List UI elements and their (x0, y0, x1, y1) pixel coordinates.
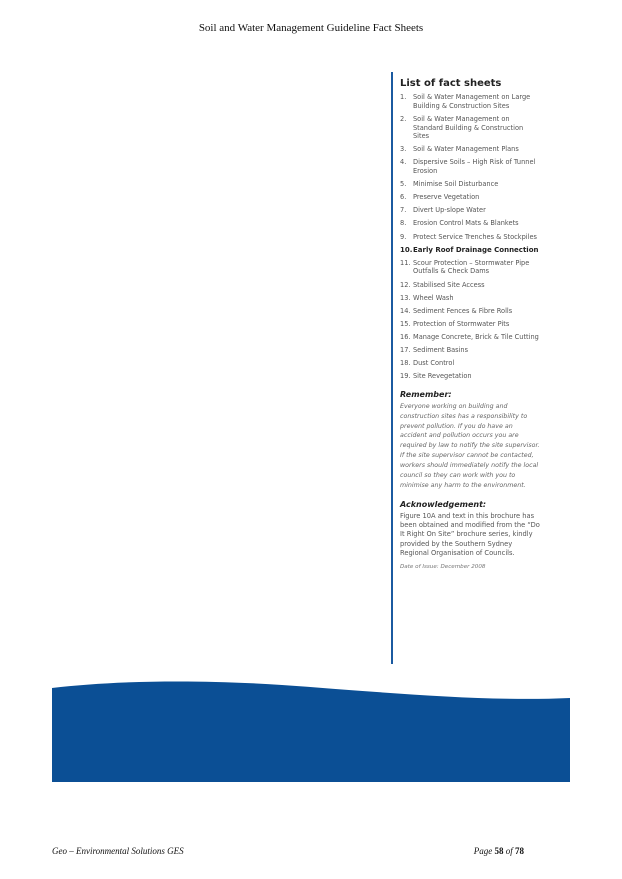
footer-page-number (474, 846, 524, 856)
fact-sheet-item (400, 193, 540, 202)
fact-sheet-title: Stabilised Site Access (413, 280, 485, 289)
fact-sheet-title: Early Roof Drainage Connection (413, 245, 539, 254)
fact-sheet-number: 5. (400, 180, 407, 189)
remember-heading: Remember: (400, 389, 452, 399)
fact-sheet-sidebar (400, 78, 540, 570)
fact-sheet-title: Scour Protection – Stormwater Pipe Outfalls & Check Dams (413, 258, 530, 276)
page-current: 58 (494, 846, 504, 856)
fact-sheet-number: 16. (400, 332, 411, 341)
list-title: List of fact sheets (400, 78, 502, 89)
fact-sheet-item (400, 346, 540, 355)
fact-sheet-number: 7. (400, 206, 407, 215)
fact-sheet-title: Site Revegetation (413, 372, 472, 381)
fact-sheet-item (400, 320, 540, 329)
fact-sheet-number: 13. (400, 293, 411, 302)
fact-sheet-item (400, 233, 540, 242)
fact-sheet-number: 8. (400, 219, 407, 228)
fact-sheet-title: Sediment Basins (413, 346, 469, 355)
fact-sheet-number: 18. (400, 359, 411, 368)
blue-wave-graphic (52, 674, 570, 782)
page-header: Soil and Water Management Guideline Fact Sheets (198, 22, 424, 34)
fact-sheet-number: 3. (400, 145, 407, 154)
fact-sheet-number: 11. (400, 258, 411, 267)
fact-sheet-item (400, 259, 540, 276)
fact-sheet-item (400, 219, 540, 228)
acknowledgement-text: Figure 10A and text in this brochure has been obtained and modified from the “Do It Right On Site” brochure series, kindly provided by the Southern Sydney Regional Organisation of Councils. (400, 511, 540, 558)
fact-sheet-item (400, 294, 540, 303)
remember-text: Everyone working on building and construction sites has a responsibility to prevent pollution. If you do have an accident and pollution occurs you are required by law to notify the site supervisor. If the site supervisor cannot be contacted, workers should immediately notify the local council so they can work with you to minimise any harm to the environment. (400, 402, 540, 489)
fact-sheet-item (400, 372, 540, 381)
fact-sheet-item (400, 93, 540, 110)
page-label: Page (473, 846, 493, 856)
fact-sheet-title: Minimise Soil Disturbance (413, 180, 499, 189)
fact-sheet-title: Divert Up-slope Water (413, 206, 486, 215)
fact-sheet-title: Protection of Stormwater Pits (413, 319, 510, 328)
footer-organisation: Geo – Environmental Solutions GES (52, 846, 184, 856)
acknowledgement-heading: Acknowledgement: (400, 499, 487, 509)
fact-sheet-item (400, 246, 540, 255)
fact-sheet-item (400, 333, 540, 342)
wave-shape (52, 681, 570, 782)
fact-sheet-number: 19. (400, 372, 411, 381)
fact-sheet-item (400, 115, 540, 141)
fact-sheet-item (400, 281, 540, 290)
fact-sheet-title: Soil & Water Management on Large Building & Construction Sites (413, 93, 531, 110)
fact-sheet-item (400, 359, 540, 368)
fact-sheet-list (400, 93, 540, 381)
fact-sheet-item (400, 206, 540, 215)
fact-sheet-number: 2. (400, 114, 407, 123)
fact-sheet-number: 17. (400, 346, 411, 355)
fact-sheet-number: 12. (400, 280, 411, 289)
sidebar-divider (391, 72, 393, 664)
fact-sheet-title: Dispersive Soils – High Risk of Tunnel Erosion (413, 158, 536, 176)
fact-sheet-title: Preserve Vegetation (413, 193, 480, 202)
fact-sheet-number: 14. (400, 306, 411, 315)
fact-sheet-title: Protect Service Trenches & Stockpiles (413, 232, 537, 241)
fact-sheet-title: Sediment Fences & Fibre Rolls (413, 306, 513, 315)
page-of-label: of (505, 846, 513, 856)
fact-sheet-number: 10. (400, 245, 413, 254)
fact-sheet-title: Manage Concrete, Brick & Tile Cutting (413, 332, 539, 341)
fact-sheet-number: 6. (400, 193, 407, 202)
fact-sheet-title: Soil & Water Management Plans (413, 145, 519, 154)
fact-sheet-number: 9. (400, 232, 407, 241)
fact-sheet-number: 4. (400, 158, 407, 167)
fact-sheet-title: Dust Control (413, 359, 455, 368)
fact-sheet-title: Wheel Wash (413, 293, 454, 302)
fact-sheet-item (400, 145, 540, 154)
fact-sheet-title: Erosion Control Mats & Blankets (413, 219, 519, 228)
date-of-issue: Date of Issue: December 2008 (400, 563, 486, 570)
fact-sheet-number: 1. (400, 93, 407, 101)
fact-sheet-title: Soil & Water Management on Standard Building & Construction Sites (413, 114, 524, 141)
fact-sheet-item (400, 307, 540, 316)
page-total: 78 (515, 846, 524, 856)
fact-sheet-item (400, 180, 540, 189)
fact-sheet-item (400, 158, 540, 175)
fact-sheet-number: 15. (400, 319, 411, 328)
